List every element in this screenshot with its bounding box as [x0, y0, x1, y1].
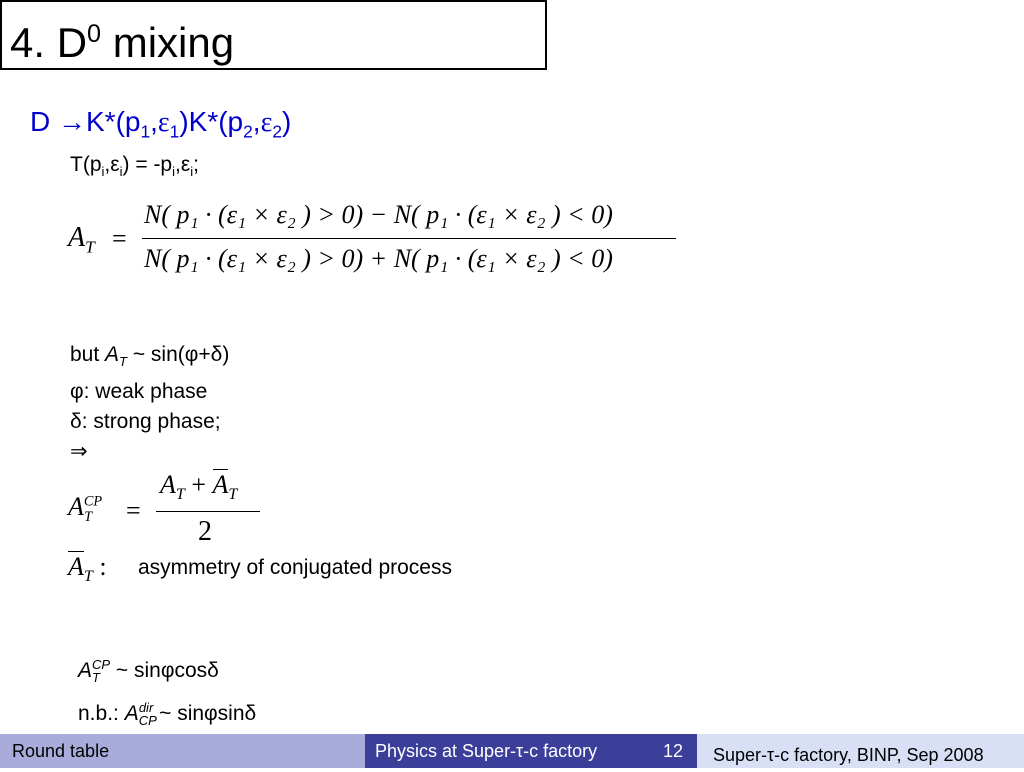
notes-block [70, 340, 229, 467]
atcp-lhs: $A^{CP}_T$ [68, 492, 103, 526]
implies-arrow: ⇒ [70, 440, 88, 464]
footer-left-text: Round table [12, 741, 110, 761]
fraction-numerator: N( p₁ · (ε₁ × ε₂ ) > 0) − N( p₁ · (ε₁ × ε₂ ) < 0) [144, 200, 613, 229]
footer [0, 734, 1024, 768]
fraction-bar [142, 238, 676, 239]
footer-middle-panel [365, 734, 697, 768]
footer-left-panel [0, 734, 365, 768]
results-block [78, 650, 256, 736]
at-symbol: $A_T$ [68, 222, 95, 257]
footer-right-text: Super-τ-c factory, BINP, Sep 2008 [713, 745, 984, 765]
asymmetry-equation [68, 200, 688, 290]
result-acp-dir: n.b.: $A_{CP}^{dir}$ ~ sinφsinδ [78, 700, 257, 729]
conjugated-process-text: asymmetry of conjugated process [138, 556, 452, 579]
note-strong-phase: δ: strong phase; [70, 410, 221, 434]
atbar-symbol: $A_T$ : [68, 552, 107, 586]
t-definition: $T(p_i,\varepsilon_i) = -p_i,\varepsilon_i$; [70, 153, 199, 180]
result-atcp: $A_T^{CP}$ ~ sinφcosδ [78, 657, 219, 686]
atcp-denominator: 2 [198, 516, 212, 547]
atcp-equals: = [126, 496, 141, 525]
footer-middle-text: Physics at Super-τ-c factory [375, 741, 598, 761]
footer-right-panel [697, 734, 1024, 768]
slide-title: 4. $D^0$ mixing [10, 19, 235, 66]
note-weak-phase: φ: weak phase [70, 380, 208, 404]
decay-heading: $D \to K*(p_1,\varepsilon_1)K*(p_2,\varepsilon_2)$ [30, 106, 292, 142]
fraction-denominator: N( p₁ · (ε₁ × ε₂ ) > 0) + N( p₁ · (ε₁ × ε₂ ) < 0) [144, 244, 613, 273]
note-at-sin: but $A_T$ ~ sin(φ+δ) [70, 343, 230, 370]
atcp-numerator: $A_T + A_T$ [160, 470, 238, 504]
page-number: 12 [663, 741, 684, 761]
atcp-fraction-bar [156, 511, 260, 512]
equals-sign: = [112, 224, 127, 253]
